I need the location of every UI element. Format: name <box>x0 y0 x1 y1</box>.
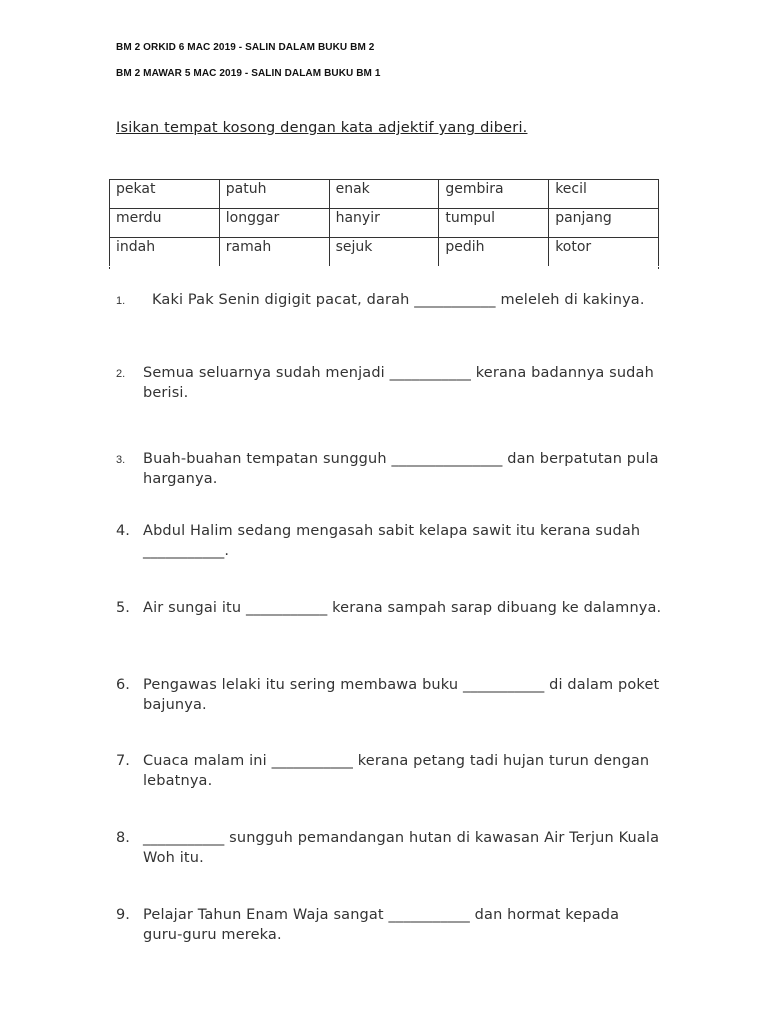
table-cell: merdu <box>110 209 220 238</box>
question-text: Buah-buahan tempatan sungguh _______________ dan berpatutan pula harganya. <box>143 451 659 487</box>
table-cell: pekat <box>110 180 220 209</box>
question-text: Kaki Pak Senin digigit pacat, darah ___________ meleleh di kakinya. <box>152 292 645 308</box>
question-number: 6. <box>116 677 130 693</box>
table-cell: kotor <box>549 238 659 267</box>
table-bottom-edge <box>109 267 659 269</box>
table-cell: sejuk <box>329 238 439 267</box>
question-number: 5. <box>116 600 130 616</box>
table-cell: indah <box>110 238 220 267</box>
table-row <box>110 238 659 267</box>
question-text: Pelajar Tahun Enam Waja sangat ___________ dan hormat kepada guru-guru mereka. <box>143 907 620 943</box>
question-number: 8. <box>116 830 130 846</box>
question-number: 7. <box>116 753 130 769</box>
question-text: Cuaca malam ini ___________ kerana petang tadi hujan turun dengan lebatnya. <box>143 753 650 789</box>
table-cell: patuh <box>219 180 329 209</box>
table-cell: longgar <box>219 209 329 238</box>
question-number: 2. <box>116 368 126 380</box>
header-line-2: BM 2 MAWAR 5 MAC 2019 - SALIN DALAM BUKU BM 1 <box>116 68 381 79</box>
question-text: Air sungai itu ___________ kerana sampah sarap dibuang ke dalamnya. <box>143 600 662 616</box>
table-cell: enak <box>329 180 439 209</box>
instruction-heading: Isikan tempat kosong dengan kata adjektif yang diberi. <box>116 120 528 136</box>
question-text: Abdul Halim sedang mengasah sabit kelapa sawit itu kerana sudah ___________. <box>143 523 641 559</box>
question-text: Pengawas lelaki itu sering membawa buku ___________ di dalam poket bajunya. <box>143 677 660 713</box>
table-cell: pedih <box>439 238 549 267</box>
table-row <box>110 180 659 209</box>
question-text: Semua seluarnya sudah menjadi ___________ kerana badannya sudah berisi. <box>143 365 654 401</box>
table-cell: panjang <box>549 209 659 238</box>
question-number: 9. <box>116 907 130 923</box>
question-text: ___________ sungguh pemandangan hutan di kawasan Air Terjun Kuala Woh itu. <box>143 830 660 866</box>
table-cell: hanyir <box>329 209 439 238</box>
table-cell: ramah <box>219 238 329 267</box>
adjective-word-table <box>109 179 659 266</box>
table-cell: tumpul <box>439 209 549 238</box>
question-number: 1. <box>116 295 126 307</box>
question-number: 3. <box>116 454 126 466</box>
header-line-1: BM 2 ORKID 6 MAC 2019 - SALIN DALAM BUKU BM 2 <box>116 42 375 53</box>
table-cell: gembira <box>439 180 549 209</box>
table-row <box>110 209 659 238</box>
question-number: 4. <box>116 523 130 539</box>
table-cell: kecil <box>549 180 659 209</box>
